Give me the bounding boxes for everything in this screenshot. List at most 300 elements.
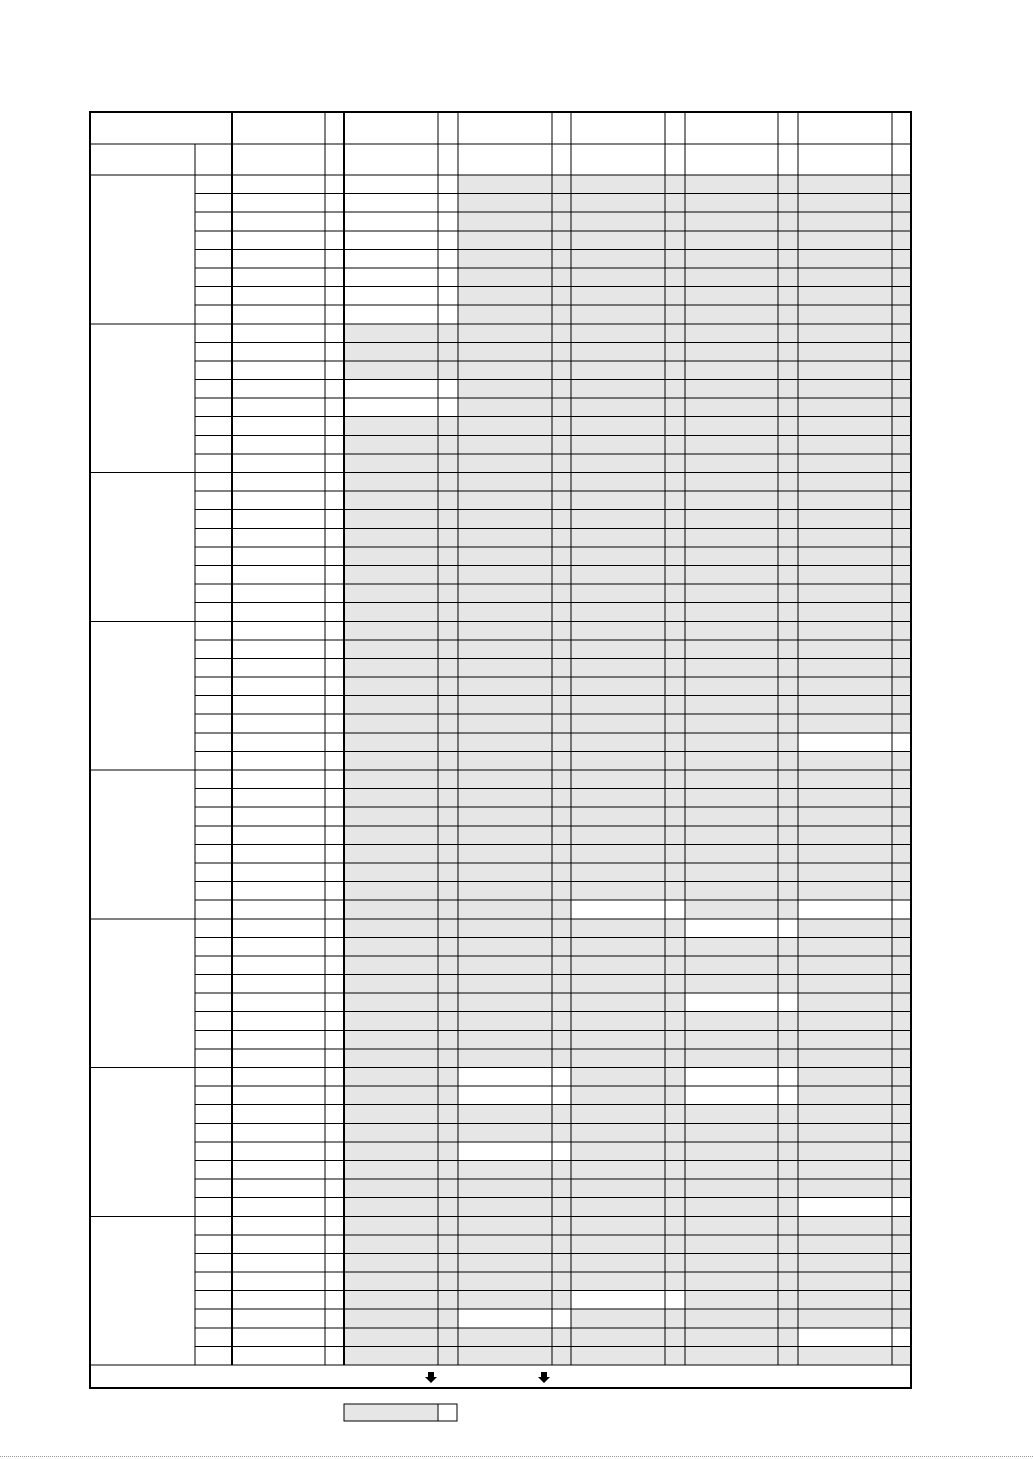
- grid-cell: [344, 287, 458, 306]
- grid-cell: [458, 1049, 571, 1068]
- grid-cell: [798, 380, 911, 399]
- grid-cell: [798, 882, 911, 901]
- grid-cell: [798, 435, 911, 454]
- grid-cell: [458, 1030, 571, 1049]
- grid-cell: [344, 1179, 458, 1198]
- grid-cell: [685, 975, 798, 994]
- grid-cell: [571, 1198, 685, 1217]
- grid-cell: [458, 621, 571, 640]
- grid-cell: [685, 1105, 798, 1124]
- grid-cell: [458, 249, 571, 268]
- grid-cell: [571, 621, 685, 640]
- grid-cell: [344, 1142, 458, 1161]
- grid-cell: [571, 937, 685, 956]
- grid-cell: [798, 1272, 911, 1291]
- grid-cell: [571, 380, 685, 399]
- grid-cell: [685, 1198, 798, 1217]
- grid-cell: [571, 1030, 685, 1049]
- grid-cell: [798, 1253, 911, 1272]
- grid-cell: [458, 714, 571, 733]
- grid-cell: [344, 584, 458, 603]
- grid-cell: [571, 305, 685, 324]
- grid-cell: [458, 212, 571, 231]
- grid-cell: [685, 937, 798, 956]
- grid-cell: [798, 603, 911, 622]
- grid-cell: [344, 1030, 458, 1049]
- grid-cell: [798, 1235, 911, 1254]
- grid-cell: [685, 1291, 798, 1310]
- grid-cell: [458, 528, 571, 547]
- grid-cell: [685, 342, 798, 361]
- grid-cell: [458, 231, 571, 250]
- grid-cell: [685, 919, 798, 938]
- grid-cell: [798, 733, 911, 752]
- grid-cell: [458, 565, 571, 584]
- grid-cell: [798, 342, 911, 361]
- grid-cell: [571, 1049, 685, 1068]
- grid-cell: [685, 361, 798, 380]
- grid-cell: [798, 565, 911, 584]
- grid-cell: [685, 658, 798, 677]
- grid-cell: [798, 510, 911, 529]
- grid-cell: [798, 696, 911, 715]
- grid-cell: [571, 1235, 685, 1254]
- grid-cell: [344, 696, 458, 715]
- grid-cell: [685, 1160, 798, 1179]
- grid-cell: [571, 956, 685, 975]
- grid-cell: [344, 212, 458, 231]
- grid-cell: [798, 305, 911, 324]
- grid-cell: [798, 1291, 911, 1310]
- grid-cell: [685, 882, 798, 901]
- grid-cell: [798, 324, 911, 343]
- grid-cell: [344, 1253, 458, 1272]
- grid-cell: [458, 882, 571, 901]
- grid-cell: [571, 361, 685, 380]
- grid-cell: [458, 937, 571, 956]
- grid-cell: [571, 900, 685, 919]
- grid-cell: [458, 380, 571, 399]
- grid-cell: [798, 491, 911, 510]
- grid-cell: [344, 1123, 458, 1142]
- grid-cell: [344, 770, 458, 789]
- grid-cell: [458, 1142, 571, 1161]
- grid-cell: [458, 417, 571, 436]
- grid-cell: [571, 1142, 685, 1161]
- grid-cell: [798, 547, 911, 566]
- grid-cell: [344, 1086, 458, 1105]
- grid-cell: [798, 975, 911, 994]
- grid-cell: [458, 454, 571, 473]
- legend-swatch: [344, 1404, 438, 1421]
- grid-cell: [685, 380, 798, 399]
- grid-cell: [571, 417, 685, 436]
- grid-cell: [571, 584, 685, 603]
- grid-cell: [571, 696, 685, 715]
- grid-cell: [798, 658, 911, 677]
- grid-cell: [685, 826, 798, 845]
- grid-cell: [344, 305, 458, 324]
- grid-cell: [685, 212, 798, 231]
- legend-marker-box: [438, 1404, 457, 1421]
- grid-cell: [458, 1291, 571, 1310]
- grid-cell: [344, 1198, 458, 1217]
- grid-cell: [685, 584, 798, 603]
- grid-cell: [685, 1346, 798, 1365]
- grid-cell: [798, 1105, 911, 1124]
- grid-cell: [571, 844, 685, 863]
- page-bottom-rule: [0, 1456, 1033, 1457]
- grid-cell: [571, 993, 685, 1012]
- grid-cell: [798, 1160, 911, 1179]
- grid-cell: [798, 1068, 911, 1087]
- grid-cell: [458, 826, 571, 845]
- grid-cell: [344, 510, 458, 529]
- grid-cell: [798, 1179, 911, 1198]
- grid-cell: [458, 435, 571, 454]
- grid-cell: [571, 1160, 685, 1179]
- grid-cell: [798, 1198, 911, 1217]
- grid-cell: [344, 194, 458, 213]
- grid-cell: [685, 1328, 798, 1347]
- grid-cell: [571, 398, 685, 417]
- grid-cell: [344, 398, 458, 417]
- grid-cell: [344, 900, 458, 919]
- grid-cell: [798, 919, 911, 938]
- grid-cell: [798, 454, 911, 473]
- down-arrow-icon: [538, 1372, 550, 1383]
- grid-cell: [571, 1086, 685, 1105]
- grid-cell: [798, 231, 911, 250]
- grid-cell: [571, 975, 685, 994]
- grid-cell: [798, 212, 911, 231]
- grid-cell: [344, 919, 458, 938]
- grid-cell: [344, 1049, 458, 1068]
- grid-cell: [458, 770, 571, 789]
- grid-cell: [798, 789, 911, 808]
- grid-cell: [685, 268, 798, 287]
- grid-cell: [458, 900, 571, 919]
- grid-cell: [685, 491, 798, 510]
- grid-cell: [344, 937, 458, 956]
- grid-cell: [571, 473, 685, 492]
- grid-cell: [685, 510, 798, 529]
- grid-cell: [798, 398, 911, 417]
- grid-cell: [458, 1160, 571, 1179]
- grid-cell: [571, 751, 685, 770]
- grid-cell: [344, 1346, 458, 1365]
- grid-cell: [458, 1086, 571, 1105]
- grid-cell: [685, 249, 798, 268]
- grid-cell: [798, 714, 911, 733]
- grid-cell: [571, 1123, 685, 1142]
- grid-cell: [685, 1253, 798, 1272]
- grid-cell: [571, 194, 685, 213]
- grid-cell: [344, 1068, 458, 1087]
- grid-cell: [571, 435, 685, 454]
- grid-cell: [798, 361, 911, 380]
- grid-cell: [571, 640, 685, 659]
- grid-cell: [458, 584, 571, 603]
- grid-cell: [344, 956, 458, 975]
- grid-cell: [344, 1160, 458, 1179]
- grid-cell: [798, 826, 911, 845]
- grid-cell: [458, 194, 571, 213]
- grid-cell: [344, 789, 458, 808]
- grid-cell: [458, 1123, 571, 1142]
- grid-cell: [571, 1346, 685, 1365]
- grid-cell: [571, 175, 685, 194]
- grid-cell: [798, 900, 911, 919]
- grid-cell: [571, 677, 685, 696]
- grid-cell: [571, 919, 685, 938]
- grid-cell: [685, 175, 798, 194]
- grid-cell: [458, 733, 571, 752]
- grid-cell: [685, 1179, 798, 1198]
- down-arrow-icon: [425, 1372, 437, 1383]
- grid-cell: [685, 1030, 798, 1049]
- grid-cell: [798, 956, 911, 975]
- grid-cell: [458, 751, 571, 770]
- grid-cell: [458, 175, 571, 194]
- grid-cell: [344, 844, 458, 863]
- grid-cell: [458, 993, 571, 1012]
- grid-cell: [344, 826, 458, 845]
- grid-cell: [571, 454, 685, 473]
- grid-cell: [344, 528, 458, 547]
- grid-cell: [685, 1309, 798, 1328]
- grid-cell: [798, 863, 911, 882]
- grid-cell: [798, 640, 911, 659]
- grid-cell: [798, 1049, 911, 1068]
- grid-cell: [798, 1012, 911, 1031]
- grid-cell: [344, 435, 458, 454]
- grid-cell: [458, 491, 571, 510]
- grid-cell: [798, 528, 911, 547]
- grid-cell: [798, 993, 911, 1012]
- grid-cell: [458, 1198, 571, 1217]
- grid-cell: [344, 882, 458, 901]
- grid-cell: [344, 863, 458, 882]
- grid-cell: [344, 473, 458, 492]
- grid-cell: [458, 510, 571, 529]
- grid-cell: [571, 1253, 685, 1272]
- grid-cell: [685, 621, 798, 640]
- grid-cell: [798, 268, 911, 287]
- grid-cell: [344, 1272, 458, 1291]
- grid-cell: [344, 714, 458, 733]
- grid-cell: [344, 603, 458, 622]
- grid-cell: [344, 807, 458, 826]
- grid-cell: [685, 789, 798, 808]
- grid-cell: [798, 249, 911, 268]
- grid-cell: [344, 993, 458, 1012]
- grid-cell: [685, 231, 798, 250]
- grid-cell: [798, 844, 911, 863]
- grid-cell: [798, 1030, 911, 1049]
- grid-cell: [571, 603, 685, 622]
- grid-cell: [344, 342, 458, 361]
- grid-cell: [344, 621, 458, 640]
- grid-cell: [798, 770, 911, 789]
- grid-cell: [571, 324, 685, 343]
- grid-cell: [685, 194, 798, 213]
- grid-cell: [685, 565, 798, 584]
- grid-cell: [685, 751, 798, 770]
- grid-cell: [344, 491, 458, 510]
- grid-cell: [685, 807, 798, 826]
- grid-cell: [798, 1328, 911, 1347]
- grid-cell: [458, 398, 571, 417]
- grid-cell: [685, 287, 798, 306]
- grid-cell: [458, 975, 571, 994]
- grid-cell: [571, 547, 685, 566]
- grid-cell: [458, 1216, 571, 1235]
- grid-cell: [798, 1309, 911, 1328]
- grid-cell: [571, 565, 685, 584]
- grid-cell: [571, 528, 685, 547]
- grid-cell: [458, 658, 571, 677]
- grid-cell: [798, 1142, 911, 1161]
- grid-cell: [685, 435, 798, 454]
- grid-cell: [685, 1012, 798, 1031]
- grid-cell: [798, 1216, 911, 1235]
- grid-cell: [571, 714, 685, 733]
- grid-cell: [798, 417, 911, 436]
- grid-cell: [798, 584, 911, 603]
- grid-cell: [458, 1253, 571, 1272]
- grid-cell: [571, 1179, 685, 1198]
- grid-cell: [798, 287, 911, 306]
- grid-cell: [458, 1309, 571, 1328]
- grid-cell: [798, 621, 911, 640]
- grid-cell: [571, 231, 685, 250]
- grid-cell: [685, 844, 798, 863]
- grid-cell: [344, 565, 458, 584]
- grid-cell: [571, 1216, 685, 1235]
- grid-cell: [685, 640, 798, 659]
- grid-cell: [458, 342, 571, 361]
- grid-cell: [798, 1123, 911, 1142]
- grid-cell: [458, 863, 571, 882]
- grid-cell: [344, 677, 458, 696]
- grid-cell: [798, 677, 911, 696]
- grid-cell: [571, 807, 685, 826]
- grid-cell: [571, 249, 685, 268]
- grid-cell: [571, 268, 685, 287]
- grid-cell: [458, 1105, 571, 1124]
- grid-cell: [458, 1272, 571, 1291]
- grid-cell: [685, 677, 798, 696]
- grid-cell: [344, 733, 458, 752]
- grid-cell: [458, 640, 571, 659]
- grid-cell: [344, 324, 458, 343]
- grid-cell: [344, 268, 458, 287]
- grid-cell: [685, 1086, 798, 1105]
- grid-cell: [685, 324, 798, 343]
- grid-cell: [798, 937, 911, 956]
- grid-cell: [458, 305, 571, 324]
- grid-cell: [571, 1105, 685, 1124]
- grid-cell: [685, 454, 798, 473]
- grid-cell: [458, 677, 571, 696]
- grid-cell: [458, 268, 571, 287]
- grid-cell: [344, 658, 458, 677]
- grid-cell: [685, 473, 798, 492]
- grid-cell: [685, 305, 798, 324]
- grid-cell: [344, 417, 458, 436]
- grid-cell: [571, 789, 685, 808]
- grid-cell: [458, 1012, 571, 1031]
- grid-cell: [458, 919, 571, 938]
- grid-cell: [571, 342, 685, 361]
- grid-cell: [344, 1216, 458, 1235]
- grid-cell: [798, 194, 911, 213]
- grid-cell: [685, 1142, 798, 1161]
- grid-cell: [685, 900, 798, 919]
- grid-cell: [458, 473, 571, 492]
- grid-cell: [798, 1086, 911, 1105]
- grid-cell: [571, 1291, 685, 1310]
- grid-cell: [685, 696, 798, 715]
- grid-cell: [685, 770, 798, 789]
- grid-cell: [458, 287, 571, 306]
- grid-cell: [344, 380, 458, 399]
- grid-cell: [458, 807, 571, 826]
- grid-cell: [571, 733, 685, 752]
- grid-cell: [571, 1012, 685, 1031]
- grid-cell: [571, 658, 685, 677]
- grid-cell: [458, 956, 571, 975]
- grid-cell: [344, 454, 458, 473]
- grid-cell: [344, 751, 458, 770]
- grid-cell: [344, 249, 458, 268]
- grid-cell: [571, 826, 685, 845]
- grid-cell: [685, 1123, 798, 1142]
- grid-cell: [458, 547, 571, 566]
- grid-cell: [685, 956, 798, 975]
- grid-cell: [344, 1012, 458, 1031]
- grid-cell: [458, 1346, 571, 1365]
- grid-cell: [685, 398, 798, 417]
- grid-cell: [571, 1309, 685, 1328]
- grid-cell: [344, 175, 458, 194]
- grid-cell: [458, 1235, 571, 1254]
- grid-cell: [344, 1105, 458, 1124]
- grid-cell: [458, 1179, 571, 1198]
- grid-cell: [458, 1068, 571, 1087]
- grid-cell: [458, 324, 571, 343]
- grid-cell: [344, 1291, 458, 1310]
- grid-cell: [685, 714, 798, 733]
- grid-cell: [685, 528, 798, 547]
- grid-cell: [685, 1068, 798, 1087]
- grid-cell: [571, 1272, 685, 1291]
- grid-cell: [571, 770, 685, 789]
- grid-cell: [798, 1346, 911, 1365]
- grid-cell: [571, 491, 685, 510]
- grid-cell: [458, 696, 571, 715]
- grid-cell: [344, 361, 458, 380]
- grid-cell: [571, 510, 685, 529]
- grid-cell: [344, 547, 458, 566]
- grid-cell: [798, 473, 911, 492]
- grid-cell: [571, 1068, 685, 1087]
- grid-cell: [571, 863, 685, 882]
- grid-cell: [458, 844, 571, 863]
- grid-cell: [344, 1235, 458, 1254]
- grid-cell: [344, 640, 458, 659]
